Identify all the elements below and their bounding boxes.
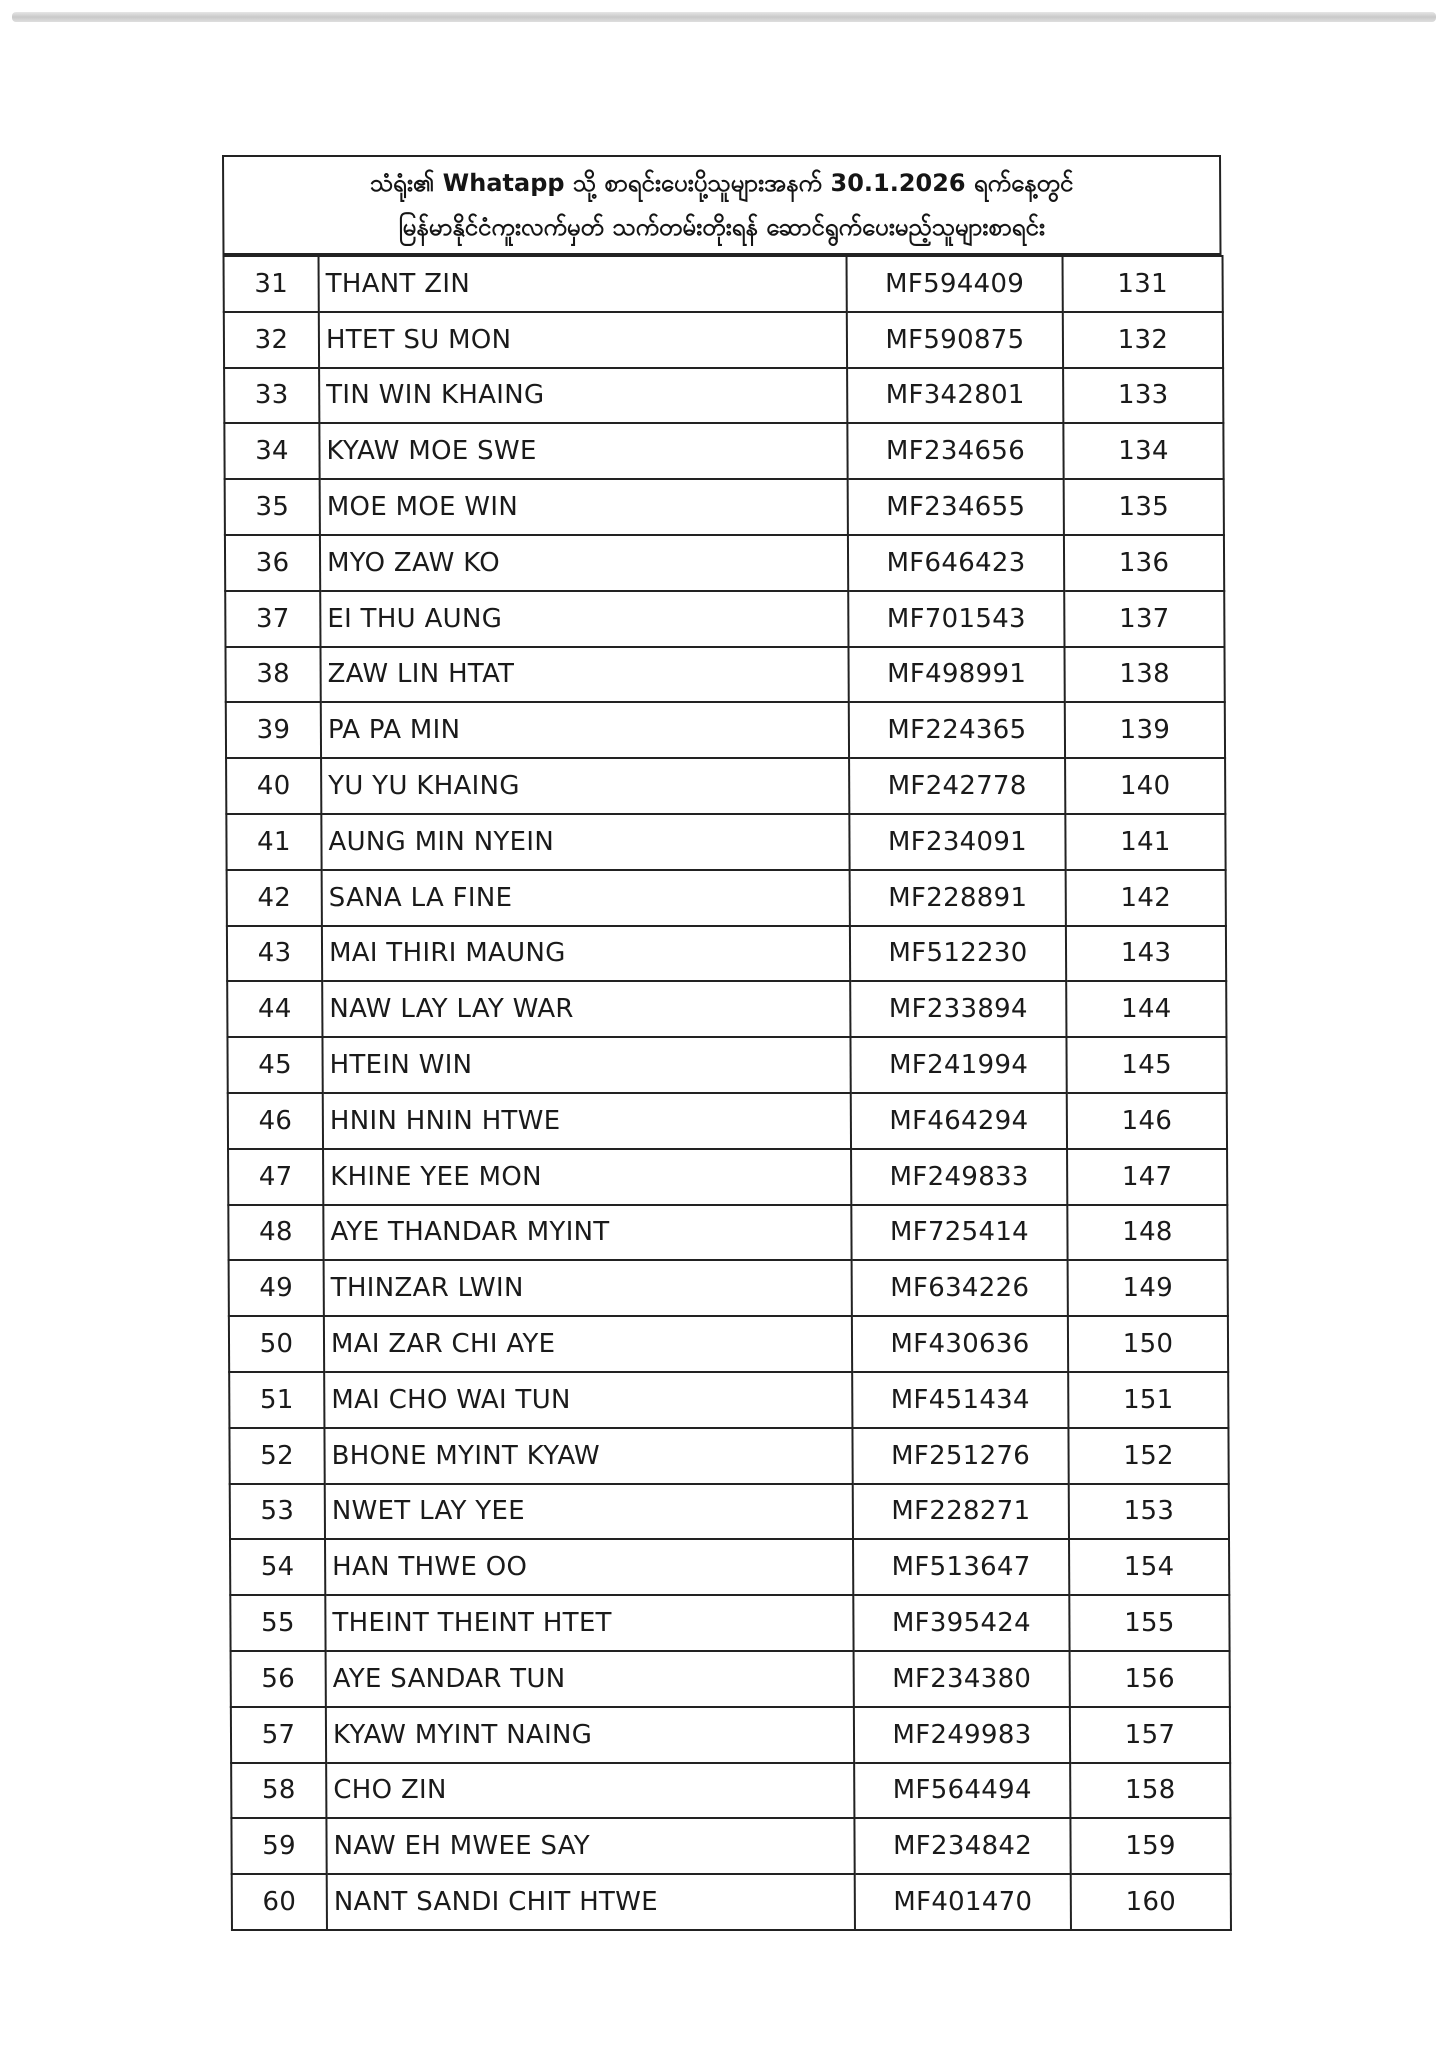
name-cell: HTEIN WIN — [322, 1037, 850, 1093]
serial-number-cell: 144 — [1066, 981, 1226, 1037]
row-number-cell: 41 — [226, 814, 321, 870]
passport-number-cell: MF234091 — [849, 814, 1065, 870]
passport-number-cell: MF249983 — [854, 1707, 1070, 1763]
serial-number-cell: 160 — [1071, 1874, 1231, 1930]
serial-number-cell: 153 — [1069, 1484, 1229, 1540]
table-row — [227, 1037, 1226, 1093]
row-number-cell: 55 — [230, 1595, 325, 1651]
passport-number-cell: MF512230 — [850, 926, 1066, 982]
serial-number-cell: 155 — [1069, 1595, 1229, 1651]
serial-number-cell: 158 — [1070, 1763, 1230, 1819]
name-cell: HNIN HNIN HTWE — [323, 1093, 851, 1149]
table-row — [231, 1707, 1230, 1763]
passport-number-cell: MF242778 — [849, 758, 1065, 814]
table-row — [230, 1595, 1229, 1651]
table-row — [231, 1763, 1230, 1819]
name-cell: AUNG MIN NYEIN — [321, 814, 849, 870]
table-row — [231, 1651, 1230, 1707]
table-row — [228, 1093, 1227, 1149]
passport-number-cell: MF234656 — [847, 423, 1063, 479]
passport-number-cell: MF725414 — [851, 1205, 1067, 1261]
passport-number-cell: MF564494 — [854, 1763, 1070, 1819]
table-row — [229, 1260, 1228, 1316]
name-cell: HAN THWE OO — [325, 1539, 853, 1595]
serial-number-cell: 157 — [1070, 1707, 1230, 1763]
row-number-cell: 46 — [228, 1093, 323, 1149]
table-row — [225, 647, 1224, 703]
passport-number-cell: MF513647 — [853, 1539, 1069, 1595]
row-number-cell: 39 — [226, 702, 321, 758]
serial-number-cell: 133 — [1063, 368, 1223, 424]
name-cell: KHINE YEE MON — [323, 1149, 851, 1205]
serial-number-cell: 147 — [1067, 1149, 1227, 1205]
passport-number-cell: MF228891 — [850, 870, 1066, 926]
serial-number-cell: 143 — [1066, 926, 1226, 982]
passport-number-cell: MF430636 — [852, 1316, 1068, 1372]
serial-number-cell: 151 — [1068, 1372, 1228, 1428]
table-row — [229, 1316, 1228, 1372]
name-cell: YU YU KHAING — [321, 758, 849, 814]
table-row — [225, 479, 1224, 535]
row-number-cell: 37 — [225, 591, 320, 647]
serial-number-cell: 132 — [1063, 312, 1223, 368]
serial-number-cell: 154 — [1069, 1539, 1229, 1595]
passport-number-cell: MF234655 — [848, 479, 1064, 535]
row-number-cell: 38 — [225, 647, 320, 703]
serial-number-cell: 149 — [1068, 1260, 1228, 1316]
row-number-cell: 51 — [229, 1372, 324, 1428]
serial-number-cell: 137 — [1064, 591, 1224, 647]
scan-edge-shadow — [12, 12, 1436, 22]
row-number-cell: 36 — [225, 535, 320, 591]
row-number-cell: 45 — [227, 1037, 322, 1093]
name-cell: NWET LAY YEE — [325, 1484, 853, 1540]
header-line-1: သံရုံး၏ Whatapp သို့ စာရင်းပေးပို့သူများအနက် 30.1.2026 ရက်နေ့တွင် — [369, 169, 1074, 197]
table-row — [229, 1428, 1228, 1484]
name-cell: AYE THANDAR MYINT — [323, 1205, 851, 1261]
table-row — [226, 758, 1225, 814]
serial-number-cell: 148 — [1067, 1205, 1227, 1261]
passport-number-cell: MF342801 — [847, 368, 1063, 424]
row-number-cell: 42 — [227, 870, 322, 926]
table-row — [228, 1149, 1227, 1205]
table-row — [224, 256, 1223, 312]
table-row — [224, 368, 1223, 424]
name-cell: KYAW MYINT NAING — [326, 1707, 854, 1763]
row-number-cell: 56 — [231, 1651, 326, 1707]
passport-number-cell: MF249833 — [851, 1149, 1067, 1205]
row-number-cell: 50 — [229, 1316, 324, 1372]
table-row — [227, 981, 1226, 1037]
serial-number-cell: 138 — [1064, 647, 1224, 703]
name-cell: PA PA MIN — [321, 702, 849, 758]
passport-number-cell: MF234842 — [854, 1818, 1070, 1874]
table-row — [227, 870, 1226, 926]
name-cell: THANT ZIN — [319, 256, 847, 312]
name-cell: CHO ZIN — [326, 1763, 854, 1819]
name-cell: NANT SANDI CHIT HTWE — [327, 1874, 855, 1930]
table-row — [225, 535, 1224, 591]
name-cell: NAW LAY LAY WAR — [322, 981, 850, 1037]
name-cell: TIN WIN KHAING — [319, 368, 847, 424]
table-row — [231, 1818, 1230, 1874]
serial-number-cell: 136 — [1064, 535, 1224, 591]
passport-number-cell: MF251276 — [852, 1428, 1068, 1484]
name-cell: BHONE MYINT KYAW — [324, 1428, 852, 1484]
row-number-cell: 34 — [224, 423, 319, 479]
passport-number-cell: MF634226 — [852, 1260, 1068, 1316]
passport-number-cell: MF234380 — [854, 1651, 1070, 1707]
serial-number-cell: 135 — [1064, 479, 1224, 535]
passport-number-cell: MF498991 — [848, 647, 1064, 703]
serial-number-cell: 146 — [1067, 1093, 1227, 1149]
serial-number-cell: 131 — [1063, 256, 1223, 312]
table-row — [226, 702, 1225, 758]
row-number-cell: 43 — [227, 926, 322, 982]
row-number-cell: 35 — [225, 479, 320, 535]
name-cell: MYO ZAW KO — [320, 535, 848, 591]
row-number-cell: 40 — [226, 758, 321, 814]
row-number-cell: 53 — [230, 1484, 325, 1540]
passport-number-cell: MF464294 — [851, 1093, 1067, 1149]
table-row — [230, 1539, 1229, 1595]
table-row — [227, 926, 1226, 982]
table-row — [230, 1484, 1229, 1540]
table-row — [229, 1372, 1228, 1428]
table-row — [224, 423, 1223, 479]
row-number-cell: 59 — [231, 1818, 326, 1874]
table-row — [232, 1874, 1231, 1930]
name-cell: HTET SU MON — [319, 312, 847, 368]
passport-number-cell: MF395424 — [853, 1595, 1069, 1651]
name-cell: THINZAR LWIN — [324, 1260, 852, 1316]
passport-number-cell: MF451434 — [852, 1372, 1068, 1428]
table-row — [224, 312, 1223, 368]
row-number-cell: 48 — [228, 1205, 323, 1261]
passport-number-cell: MF401470 — [855, 1874, 1071, 1930]
serial-number-cell: 145 — [1066, 1037, 1226, 1093]
row-number-cell: 47 — [228, 1149, 323, 1205]
passport-number-cell: MF241994 — [850, 1037, 1066, 1093]
row-number-cell: 33 — [224, 368, 319, 424]
name-cell: KYAW MOE SWE — [319, 423, 847, 479]
passport-number-cell: MF701543 — [848, 591, 1064, 647]
name-cell: AYE SANDAR TUN — [326, 1651, 854, 1707]
passport-number-cell: MF646423 — [848, 535, 1064, 591]
passport-number-cell: MF594409 — [847, 256, 1063, 312]
serial-number-cell: 142 — [1066, 870, 1226, 926]
table-row — [228, 1205, 1227, 1261]
header-line-2: မြန်မာနိုင်ငံကူးလက်မှတ် သက်တမ်းတိုးရန် ဆောင်ရွက်ပေးမည့်သူများစာရင်း — [398, 213, 1046, 241]
row-number-cell: 54 — [230, 1539, 325, 1595]
name-cell: SANA LA FINE — [322, 870, 850, 926]
name-cell: NAW EH MWEE SAY — [326, 1818, 854, 1874]
table-row — [225, 591, 1224, 647]
row-number-cell: 49 — [229, 1260, 324, 1316]
name-cell: MAI ZAR CHI AYE — [324, 1316, 852, 1372]
table-row — [226, 814, 1225, 870]
serial-number-cell: 134 — [1063, 423, 1223, 479]
row-number-cell: 32 — [224, 312, 319, 368]
passport-number-cell: MF228271 — [853, 1484, 1069, 1540]
row-number-cell: 57 — [231, 1707, 326, 1763]
list-header — [222, 155, 1222, 255]
serial-number-cell: 150 — [1068, 1316, 1228, 1372]
row-number-cell: 52 — [229, 1428, 324, 1484]
serial-number-cell: 156 — [1070, 1651, 1230, 1707]
passport-number-cell: MF590875 — [847, 312, 1063, 368]
passport-renewal-list — [222, 155, 1230, 1931]
name-cell: ZAW LIN HTAT — [320, 647, 848, 703]
name-cell: EI THU AUNG — [320, 591, 848, 647]
serial-number-cell: 139 — [1065, 702, 1225, 758]
passport-number-cell: MF224365 — [849, 702, 1065, 758]
serial-number-cell: 152 — [1068, 1428, 1228, 1484]
row-number-cell: 60 — [232, 1874, 327, 1930]
row-number-cell: 44 — [227, 981, 322, 1037]
serial-number-cell: 141 — [1065, 814, 1225, 870]
name-cell: MAI CHO WAI TUN — [324, 1372, 852, 1428]
serial-number-cell: 159 — [1070, 1818, 1230, 1874]
name-cell: MAI THIRI MAUNG — [322, 926, 850, 982]
row-number-cell: 31 — [224, 256, 319, 312]
name-cell: THEINT THEINT HTET — [325, 1595, 853, 1651]
applicant-table — [223, 255, 1232, 1931]
serial-number-cell: 140 — [1065, 758, 1225, 814]
row-number-cell: 58 — [231, 1763, 326, 1819]
passport-number-cell: MF233894 — [850, 981, 1066, 1037]
name-cell: MOE MOE WIN — [320, 479, 848, 535]
